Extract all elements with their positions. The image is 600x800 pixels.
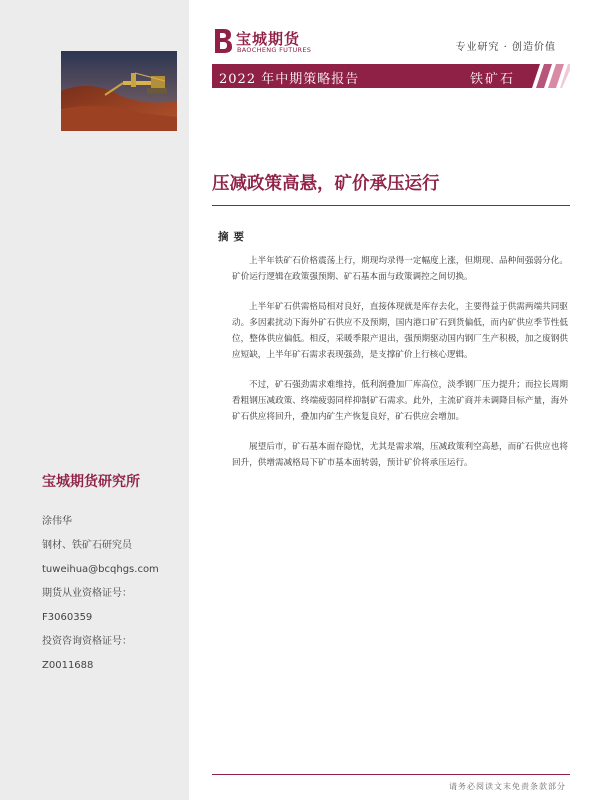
title-bar-stripes [532, 64, 570, 88]
author-name: 涂伟华 [42, 516, 72, 527]
author-info [42, 510, 182, 678]
institute-name: 宝城期货研究所 [42, 474, 140, 490]
footer-divider [212, 774, 570, 775]
company-slogan: 专业研究 · 创造价值 [455, 42, 556, 53]
qualification-label: 期货从业资格证号： [42, 588, 132, 599]
abstract-body [232, 253, 568, 485]
headline-divider [212, 205, 570, 206]
logo-english-name: BAOCHENG FUTURES [237, 46, 312, 54]
disclaimer-note: 请务必阅读文末免责条款部分 [449, 782, 566, 791]
report-headline: 压减政策高悬，矿价承压运行 [212, 174, 440, 194]
abstract-paragraph: 不过，矿石强劲需求难维持，低利润叠加厂库高位，淡季钢厂压力提升；而拉长周期看粗钢压减政策、终端疲弱同样抑制矿石需求。此外，主流矿商并未调降目标产量，海外矿石供应将回升，叠加内矿生产恢复良好，矿石供应会增加。 [232, 380, 568, 422]
author-role: 钢材、铁矿石研究员 [42, 540, 132, 551]
company-logo [212, 27, 322, 57]
abstract-paragraph: 上半年铁矿石价格震荡上行，期现均录得一定幅度上涨，但期现、品种间强弱分化。矿价运行逻辑在政策强预期、矿石基本面与政策调控之间切换。 [232, 256, 568, 282]
consulting-label: 投资咨询资格证号： [42, 636, 132, 647]
abstract-heading: 摘要 [218, 231, 249, 243]
logo-b-mark-icon [212, 27, 234, 55]
cover-photo-iron-ore-stacker [61, 51, 177, 131]
sidebar [0, 0, 189, 800]
report-title: 2022 年中期策略报告 [219, 72, 360, 87]
logo-chinese-name: 宝城期货 [236, 30, 301, 48]
abstract-paragraph: 上半年矿石供需格局相对良好，直接体现就是库存去化，主要得益于供需两端共同驱动。多因素扰动下海外矿石供应不及预期，国内港口矿石到货偏低，而内矿供应季节性低位，整体供应偏低。相反，采暖季限产退出，强预期驱动国内钢厂生产积极，加之废钢供应短缺，上半年矿石需求表现强劲，是支撑矿价上行核心逻辑。 [232, 302, 568, 360]
report-category: 铁矿石 [470, 72, 516, 87]
author-email[interactable]: tuweihua@bcqhgs.com [42, 564, 159, 575]
consulting-number: Z0011688 [42, 660, 94, 671]
abstract-paragraph: 展望后市，矿石基本面存隐忧，尤其是需求端，压减政策利空高悬，而矿石供应也将回升，供增需减格局下矿市基本面转弱，预计矿价将承压运行。 [232, 442, 568, 468]
qualification-number: F3060359 [42, 612, 93, 623]
